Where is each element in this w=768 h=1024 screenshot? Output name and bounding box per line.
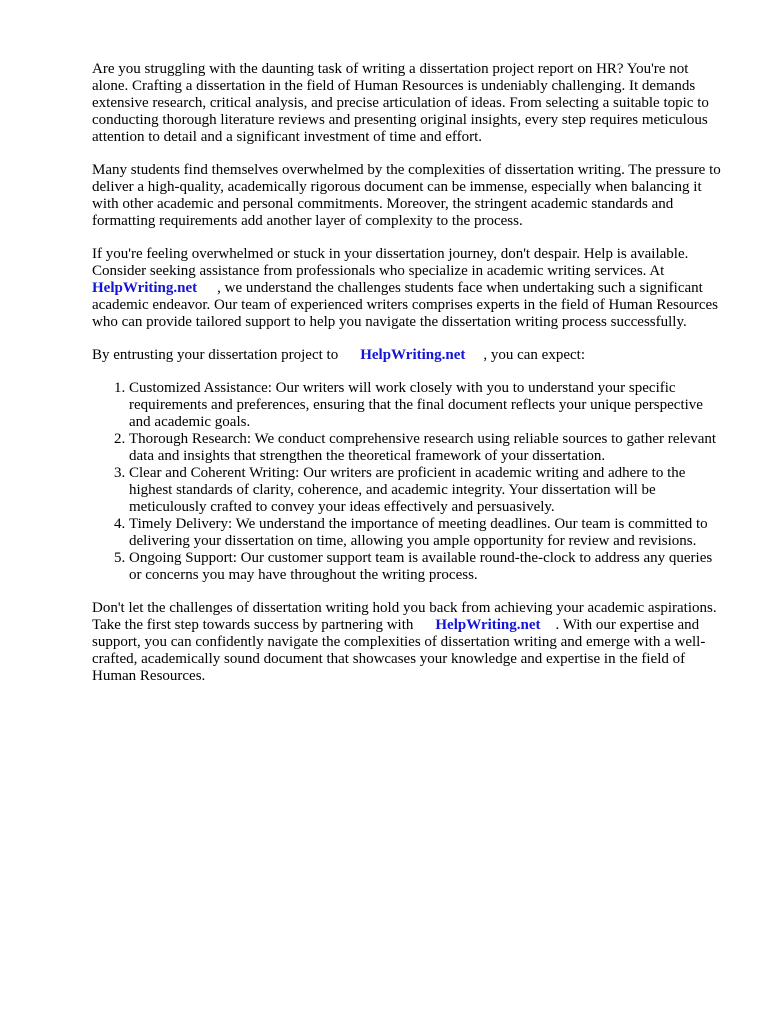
- help-paragraph: [92, 246, 722, 331]
- document-body: [92, 61, 722, 701]
- closing-paragraph-text-after: . With our expertise and support, you can confidently navigate the complexities of dissertation writing and emerge with a well-crafted, academically sound document that showcases your knowledge and expertise in the field of Human Resources.: [92, 617, 706, 684]
- list-item-clear-writing: 3. Clear and Coherent Writing: Our writers are proficient in academic writing and adhere to the highest standards of clarity, coherence, and academic integrity. Your dissertation will be meticulously crafted to convey your ideas effectively and persuasively.: [129, 465, 722, 516]
- closing-paragraph: [92, 600, 722, 685]
- helpwriting-link-2[interactable]: HelpWriting.net: [360, 347, 466, 363]
- list-item-timely-delivery: 4. Timely Delivery: We understand the importance of meeting deadlines. Our team is committed to delivering your dissertation on time, allowing you ample opportunity for review and revisions.: [129, 516, 722, 550]
- challenges-paragraph: Many students find themselves overwhelmed by the complexities of dissertation writing. The pressure to deliver a high-quality, academically rigorous document can be immense, especially when balancing it with other academic and personal commitments. Moreover, the stringent academic standards and formatting requirements add another layer of complexity to the process.: [92, 162, 721, 229]
- expect-paragraph-text-after: , you can expect:: [483, 347, 585, 363]
- help-paragraph-text-after: , we understand the challenges students face when undertaking such a significant academic endeavor. Our team of experienced writers comprises experts in the field of Human Resources who can provide tailored support to help you navigate the dissertation writing process successfully.: [92, 280, 719, 330]
- list-item-ongoing-support: 5. Ongoing Support: Our customer support team is available round-the-clock to address any queries or concerns you may have throughout the writing process.: [129, 550, 722, 584]
- list-item-customized-assistance: 1. Customized Assistance: Our writers will work closely with you to understand your specific requirements and preferences, ensuring that the final document reflects your unique perspective and academic goals.: [129, 380, 722, 431]
- expect-paragraph-text-before: By entrusting your dissertation project to: [92, 347, 339, 363]
- list-item-thorough-research: 2. Thorough Research: We conduct comprehensive research using reliable sources to gather relevant data and insights that strengthen the theoretical framework of your dissertation.: [129, 431, 722, 465]
- expect-paragraph: [92, 347, 722, 364]
- helpwriting-link-1[interactable]: HelpWriting.net: [92, 280, 198, 296]
- benefits-list: [92, 380, 722, 584]
- intro-paragraph: Are you struggling with the daunting task of writing a dissertation project report on HR? You're not alone. Crafting a dissertation in the field of Human Resources is undeniably challenging. It demands extensive research, critical analysis, and precise articulation of ideas. From selecting a suitable topic to conducting thorough literature reviews and presenting original insights, every step requires meticulous attention to detail and a significant investment of time and effort.: [92, 61, 709, 145]
- helpwriting-link-3[interactable]: HelpWriting.net: [435, 617, 541, 633]
- help-paragraph-text-before: If you're feeling overwhelmed or stuck in your dissertation journey, don't despair. Help is available. Consider seeking assistance from professionals who specialize in academic writing services. At: [92, 246, 689, 279]
- closing-paragraph-text-before: Don't let the challenges of dissertation writing hold you back from achieving your academic aspirations. Take the first step towards success by partnering with: [92, 600, 717, 633]
